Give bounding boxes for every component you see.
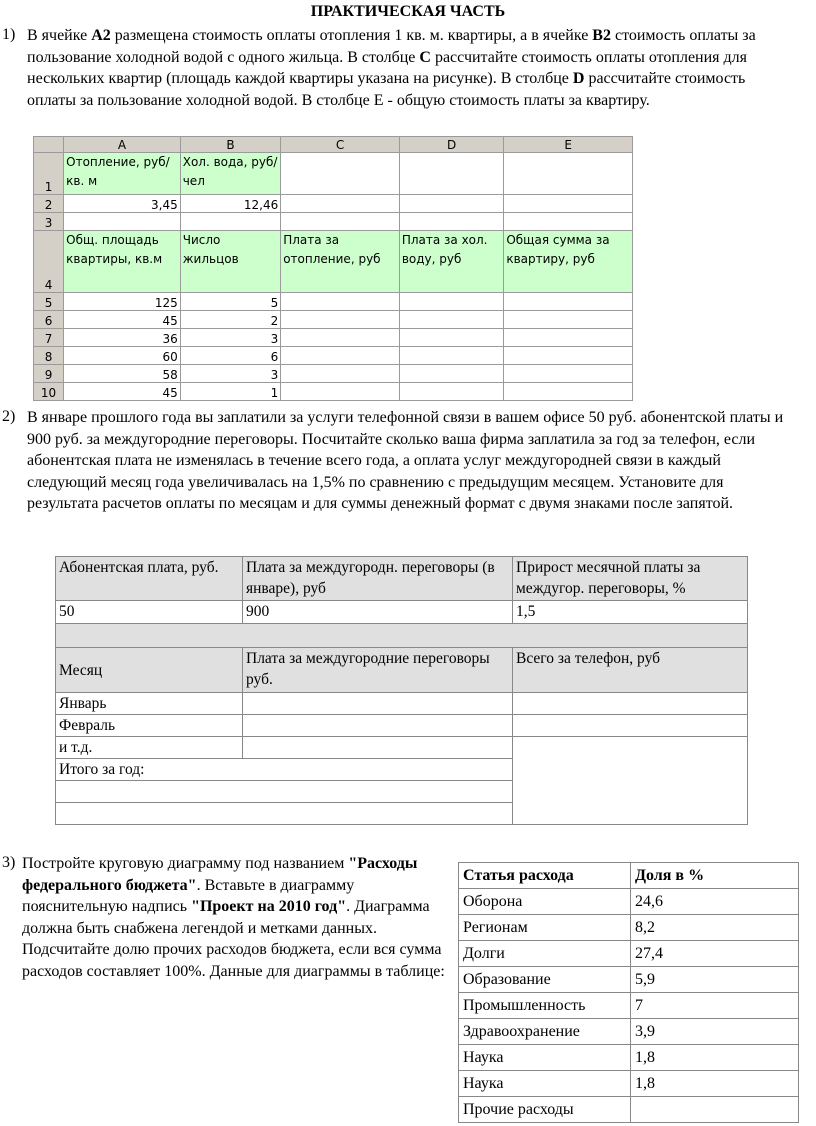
cell [504,311,633,329]
cell [180,213,281,231]
residents-cell: 1 [180,383,281,401]
item-cell: Прочие расходы [459,1097,631,1123]
residents-cell: 2 [180,311,281,329]
column-header: D [399,137,504,153]
share-cell: 24,6 [631,889,799,915]
item-cell: Долги [459,941,631,967]
cell [281,213,400,231]
spreadsheet-image [33,136,631,402]
header-cell: Общая сумма за квартиру, руб [504,231,633,293]
column-header: E [504,137,633,153]
header-cell: Всего за телефон, руб [513,648,748,693]
column-header: C [281,137,400,153]
cell [281,329,400,347]
residents-cell: 5 [180,293,281,311]
item-cell: Оборона [459,889,631,915]
cell [399,329,504,347]
cell [504,329,633,347]
separator-row [56,624,748,648]
area-cell: 45 [64,383,181,401]
share-cell: 1,8 [631,1071,799,1097]
cell [504,195,633,213]
cell [513,715,748,737]
item-cell: Наука [459,1045,631,1071]
cell [504,153,633,195]
cell [399,293,504,311]
value-cell: 50 [56,601,243,624]
cell [281,347,400,365]
row-header: 7 [34,329,64,347]
header-cell: Прирост месячной платы за междугор. переговоры, % [513,557,748,601]
cell-b2: 12,46 [180,195,281,213]
cell [504,365,633,383]
area-cell: 36 [64,329,181,347]
corner-cell [34,137,64,153]
residents-cell: 3 [180,329,281,347]
page-title: ПРАКТИЧЕСКАЯ ЧАСТЬ [310,3,506,20]
residents-cell: 6 [180,347,281,365]
task2-text: В январе прошлого года вы заплатили за услуги телефонной связи в вашем офисе 50 руб. абонентской платы и 900 руб. за междугородние переговоры. Посчитайте сколько ваша фирма заплатила за год за телефон, если абонентская плата не изменялась в течение всего года, а оплата услуг междугородней связи в каждый следующий месяц года увеличивалась на 1,5% по сравнению с предыдущим месяцем. Установите для результата расчетов оплаты по месяцам и для суммы денежный формат с двумя знаками после запятой. [27,409,784,512]
cell [399,153,504,195]
cell [243,715,513,737]
cell [504,347,633,365]
task1-text: В ячейке A2 размещена стоимость оплаты отопления 1 кв. м. квартиры, а в ячейке B2 стоимость оплаты за пользование холодной водой с одного жильца. В столбце C рассчитайте стоимость оплаты отопления для нескольких квартир (площадь каждой квартиры указана на рисунке). В столбце D рассчитайте стоимость оплаты за пользование холодной водой. В столбце Е - общую стоимость платы за квартиру. [27,27,756,109]
row-header: 6 [34,311,64,329]
cell-b1: Хол. вода, руб/чел [180,153,281,195]
cell [399,365,504,383]
task1-number: 1) [2,26,16,43]
task2-number: 2) [2,408,16,425]
cell [243,737,513,759]
cell [504,293,633,311]
cell [399,347,504,365]
task3-text: Постройте круговую диаграмму под названием "Расходы федерального бюджета". Вставьте в диаграмму пояснительную надпись "Проект на 2010 год". Диаграмма должна быть снабжена легендой и метками данных. Подсчитайте долю прочих расходов бюджета, если вся сумма расходов составляет 100%. Данные для диаграммы в таблице: [22,855,445,980]
header-cell: Общ. площадь квартиры, кв.м [64,231,181,293]
item-cell: Образование [459,967,631,993]
share-cell [631,1097,799,1123]
cell [281,153,400,195]
header-cell: Плата за хол. воду, руб [399,231,504,293]
cell [281,383,400,401]
cell [504,383,633,401]
cell [281,195,400,213]
header-cell: Доля в % [631,863,799,889]
area-cell: 58 [64,365,181,383]
phone-table [55,556,748,825]
cell [399,311,504,329]
cell [243,693,513,715]
cell [281,293,400,311]
column-header: B [180,137,281,153]
header-cell: Статья расхода [459,863,631,889]
budget-table [458,862,799,1123]
cell [513,737,748,825]
share-cell: 1,8 [631,1045,799,1071]
header-cell: Число жильцов [180,231,281,293]
share-cell: 3,9 [631,1019,799,1045]
item-cell: Здравоохранение [459,1019,631,1045]
cell [64,213,181,231]
cell [56,781,513,803]
month-cell: Февраль [56,715,243,737]
header-cell: Плата за отопление, руб [281,231,400,293]
cell [399,195,504,213]
item-cell: Регионам [459,915,631,941]
area-cell: 45 [64,311,181,329]
cell [281,311,400,329]
value-cell: 1,5 [513,601,748,624]
value-cell: 900 [243,601,513,624]
row-header: 5 [34,293,64,311]
row-header: 8 [34,347,64,365]
cell [399,383,504,401]
cell [513,693,748,715]
column-header: A [64,137,181,153]
row-header: 2 [34,195,64,213]
row-header: 1 [34,153,64,195]
month-cell: Январь [56,693,243,715]
row-header: 4 [34,231,64,293]
row-header: 10 [34,383,64,401]
row-header: 9 [34,365,64,383]
header-cell: Плата за междугородние переговоры руб. [243,648,513,693]
item-cell: Наука [459,1071,631,1097]
cell [56,803,513,825]
share-cell: 27,4 [631,941,799,967]
item-cell: Промышленность [459,993,631,1019]
row-header: 3 [34,213,64,231]
area-cell: 60 [64,347,181,365]
cell [281,365,400,383]
share-cell: 7 [631,993,799,1019]
cell-a2: 3,45 [64,195,181,213]
header-cell: Абонентская плата, руб. [56,557,243,601]
header-cell: Плата за междугородн. переговоры (в январе), руб [243,557,513,601]
cell [504,213,633,231]
share-cell: 8,2 [631,915,799,941]
share-cell: 5,9 [631,967,799,993]
area-cell: 125 [64,293,181,311]
total-cell: Итого за год: [56,759,513,781]
residents-cell: 3 [180,365,281,383]
cell-a1: Отопление, руб/кв. м [64,153,181,195]
task3-number: 3) [2,854,16,871]
cell [399,213,504,231]
header-cell: Месяц [56,648,243,693]
month-cell: и т.д. [56,737,243,759]
